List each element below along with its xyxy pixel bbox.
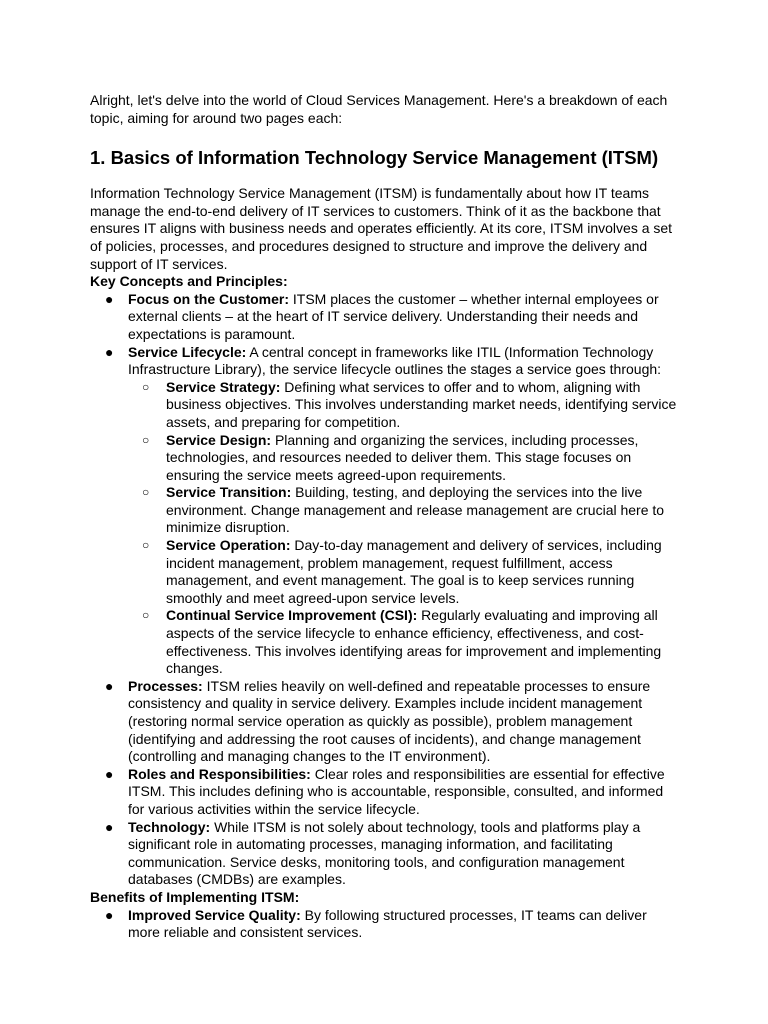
lifecycle-sublist xyxy=(128,379,682,678)
bullet-icon: ● xyxy=(105,290,114,307)
benefits-list xyxy=(90,907,682,942)
list-item xyxy=(90,907,682,942)
section-heading: 1. Basics of Information Technology Service Management (ITSM) xyxy=(90,147,659,169)
bullet-icon: ● xyxy=(105,765,114,782)
subitem-label: Service Transition: xyxy=(166,484,292,501)
intro-paragraph: Alright, let's delve into the world of Cloud Services Management. Here's a breakdown of each topic, aiming for around two pages each: xyxy=(90,92,668,126)
item-label: Focus on the Customer: xyxy=(128,290,290,307)
subitem-text: Planning and organizing the services, including processes, technologies, and resources needed to deliver them. This stage focuses on ensuring the service meets agreed-upon requirements. xyxy=(166,431,639,483)
sub-list-item xyxy=(128,537,682,607)
key-concepts-list xyxy=(90,291,682,889)
item-label: Processes: xyxy=(128,677,203,694)
itsm-definition-paragraph: Information Technology Service Management (ITSM) is fundamentally about how IT teams manage the end-to-end delivery of IT services to customers. Think of it as the backbone that ensures IT aligns with business needs and operates efficiently. At its core, ITSM involves a set of policies, processes, and procedures designed to structure and improve the delivery and support of IT services. xyxy=(90,185,673,272)
list-item xyxy=(90,819,682,889)
item-label: Improved Service Quality: xyxy=(128,906,301,923)
subitem-text: Regularly evaluating and improving all aspects of the service lifecycle to enhance efficiency, effectiveness, and cost-effectiveness. This involves identifying areas for improvement and implementing changes. xyxy=(166,607,662,677)
item-label: Roles and Responsibilities: xyxy=(128,765,311,782)
bullet-icon: ● xyxy=(105,343,114,360)
subitem-text: Defining what services to offer and to whom, aligning with business objectives. This involves understanding market needs, identifying service assets, and preparing for competition. xyxy=(166,378,677,430)
key-concepts-title: Key Concepts and Principles: xyxy=(90,273,288,290)
sub-list-item xyxy=(128,484,682,537)
item-label: Technology: xyxy=(128,818,211,835)
list-item xyxy=(90,291,682,344)
list-item xyxy=(90,344,682,678)
hollow-bullet-icon: ○ xyxy=(142,379,150,394)
subitem-label: Service Design: xyxy=(166,431,272,448)
subitem-label: Service Operation: xyxy=(166,537,291,554)
item-text: While ITSM is not solely about technology, tools and platforms play a significant role in automating processes, managing information, and facilitating communication. Service desks, monitoring tools, and configuration management databases (CMDBs) are examples. xyxy=(128,818,641,888)
sub-list-item xyxy=(128,607,682,677)
list-item xyxy=(90,678,682,766)
benefits-title: Benefits of Implementing ITSM: xyxy=(90,888,300,905)
bullet-icon: ● xyxy=(105,818,114,835)
hollow-bullet-icon: ○ xyxy=(142,608,150,623)
bullet-icon: ● xyxy=(105,906,114,923)
hollow-bullet-icon: ○ xyxy=(142,485,150,500)
subitem-text: Building, testing, and deploying the services into the live environment. Change management and release management are crucial here to minimize disruption. xyxy=(166,484,665,536)
list-item xyxy=(90,766,682,819)
item-text: A central concept in frameworks like ITIL (Information Technology Infrastructure Library), the service lifecycle outlines the stages a service goes through: xyxy=(128,343,662,378)
subitem-text: Day-to-day management and delivery of services, including incident management, problem management, request fulfillment, access management, and event management. The goal is to keep services running smoothly and meet agreed-upon service levels. xyxy=(166,537,662,606)
sub-list-item xyxy=(128,379,682,432)
subitem-label: Service Strategy: xyxy=(166,378,281,395)
document-page xyxy=(90,92,682,942)
item-label: Service Lifecycle: xyxy=(128,343,247,360)
hollow-bullet-icon: ○ xyxy=(142,538,150,553)
bullet-icon: ● xyxy=(105,677,114,694)
subitem-label: Continual Service Improvement (CSI): xyxy=(166,607,418,624)
sub-list-item xyxy=(128,432,682,485)
hollow-bullet-icon: ○ xyxy=(142,432,150,447)
item-text: By following structured processes, IT teams can deliver more reliable and consistent services. xyxy=(128,906,647,941)
item-text: Clear roles and responsibilities are essential for effective ITSM. This includes defining who is accountable, responsible, consulted, and informed for various activities within the service lifecycle. xyxy=(128,765,665,817)
item-text: ITSM relies heavily on well-defined and repeatable processes to ensure consistency and quality in service delivery. Examples include incident management (restoring normal service operation as quickly as possible), problem management (identifying and addressing the root causes of incidents), and change management (controlling and managing changes to the IT environment). xyxy=(128,677,651,765)
item-text: ITSM places the customer – whether internal employees or external clients – at the heart of IT service delivery. Understanding their needs and expectations is paramount. xyxy=(128,290,659,342)
